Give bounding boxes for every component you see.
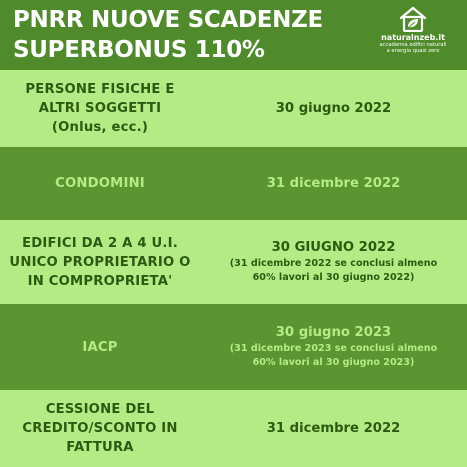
row-label <box>0 234 200 291</box>
row-cessione-credito <box>0 390 467 467</box>
label-line: IN COMPROPRIETA' <box>27 273 173 289</box>
row-label <box>0 80 200 137</box>
label-line: FATTURA <box>66 440 134 455</box>
row-label <box>0 400 200 457</box>
deadline-note: 60% lavori al 30 giugno 2023) <box>252 357 415 368</box>
deadline-date: 30 giugno 2023 <box>275 325 392 340</box>
row-deadline <box>200 239 467 285</box>
label-line: IACP <box>82 339 118 355</box>
title-line-2: SUPERBONUS 110% <box>13 37 265 63</box>
row-deadline <box>200 420 467 438</box>
row-deadline <box>200 100 467 118</box>
row-edifici-2-4-ui <box>0 220 467 304</box>
label-line: PERSONE FISICHE E <box>25 82 175 97</box>
label-line: UNICO PROPRIETARIO O <box>9 254 191 270</box>
row-iacp <box>0 304 467 390</box>
deadline-date: 31 dicembre 2022 <box>266 175 401 191</box>
logo <box>369 6 457 62</box>
label-line: (Onlus, ecc.) <box>51 120 149 135</box>
label-line: CONDOMINI <box>55 176 145 191</box>
logo-tagline-2: a energia quasi zero <box>386 48 440 54</box>
label-line: EDIFICI DA 2 A 4 U.I. <box>22 235 178 251</box>
header <box>0 0 467 70</box>
logo-name: naturalnzeb.it <box>381 33 445 42</box>
deadline-date: 30 GIUGNO 2022 <box>271 240 396 255</box>
row-condomini <box>0 147 467 220</box>
row-label <box>0 338 200 357</box>
deadline-note: (31 dicembre 2023 se conclusi almeno <box>229 343 438 354</box>
row-persone-fisiche <box>0 70 467 147</box>
deadline-note: 60% lavori al 30 giugno 2022) <box>252 272 415 283</box>
house-leaf-logo-icon <box>398 6 428 32</box>
label-line: ALTRI SOGGETTI <box>38 101 162 116</box>
deadline-date: 30 giugno 2022 <box>275 100 392 116</box>
deadline-note: (31 dicembre 2022 se conclusi almeno <box>229 258 438 269</box>
row-deadline <box>200 175 467 193</box>
row-deadline <box>200 324 467 370</box>
label-line: CESSIONE DEL <box>45 402 155 417</box>
deadline-date: 31 dicembre 2022 <box>266 420 401 436</box>
label-line: CREDITO/SCONTO IN <box>22 421 178 436</box>
title-line-1: PNRR NUOVE SCADENZE <box>13 7 323 33</box>
logo-tagline-1: accademia edifici naturali <box>379 42 447 48</box>
row-label <box>0 174 200 193</box>
